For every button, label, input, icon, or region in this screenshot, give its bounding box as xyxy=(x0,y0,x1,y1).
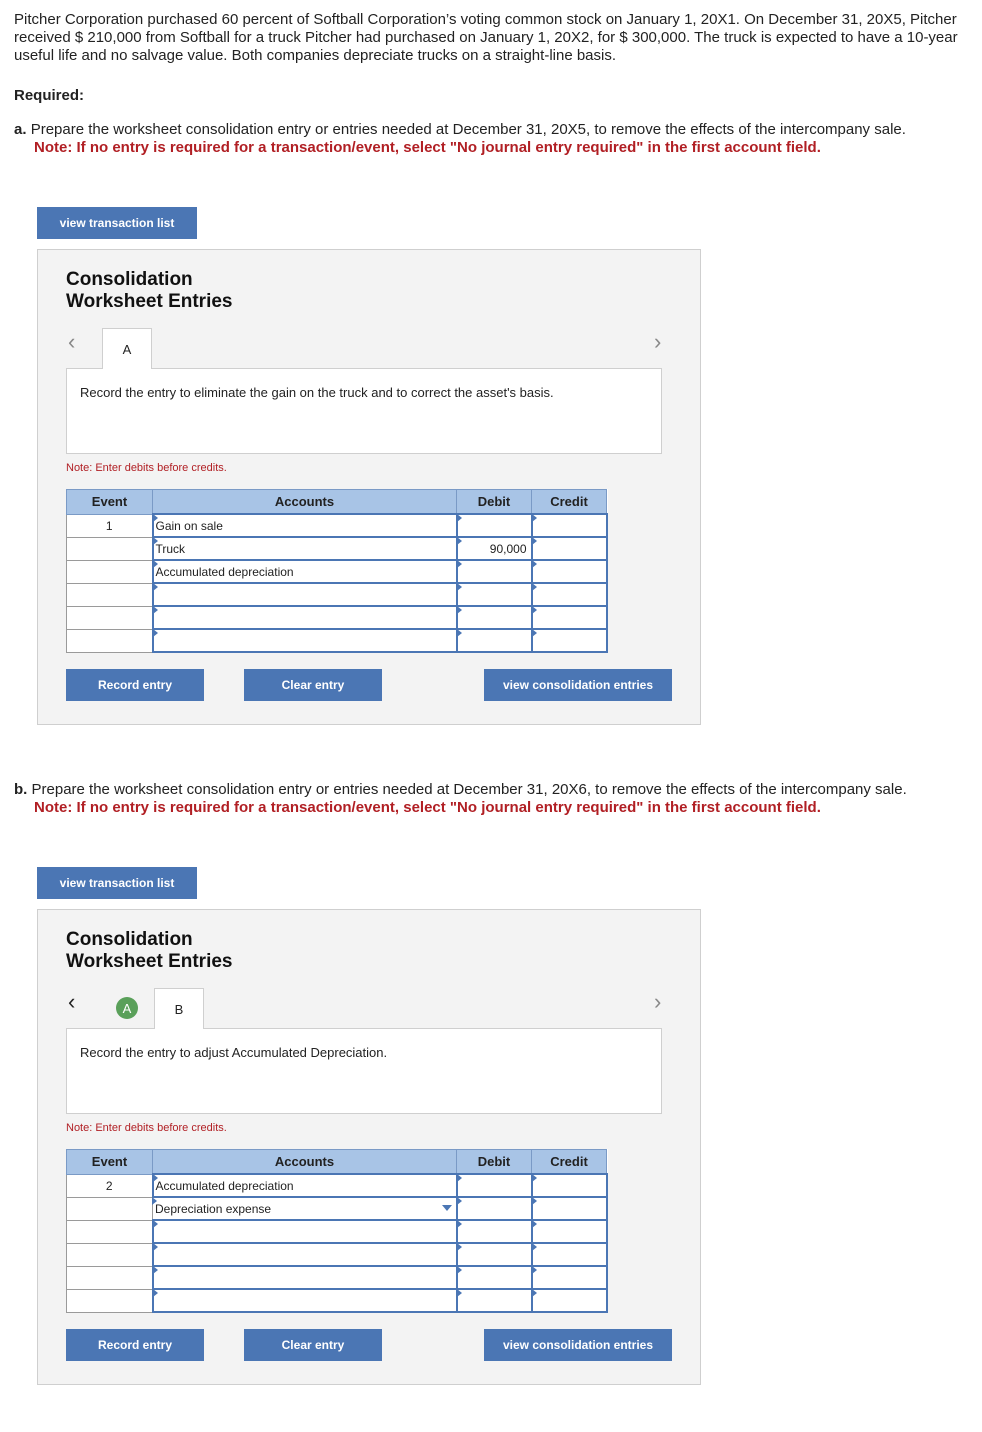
panel-title-line2-a: Worksheet Entries xyxy=(66,291,233,312)
event-cell xyxy=(67,583,153,606)
clear-entry-button-a[interactable]: Clear entry xyxy=(244,669,382,701)
caret-down-icon[interactable] xyxy=(442,1205,452,1211)
debit-field[interactable]: 90,000 xyxy=(457,537,532,560)
credit-field[interactable] xyxy=(532,606,607,629)
header-accounts: Accounts xyxy=(153,1150,457,1175)
part-b-note: Note: If no entry is required for a transaction/event, select "No journal entry required" in the first account field. xyxy=(34,799,821,816)
header-event: Event xyxy=(67,1150,153,1175)
panel-title-line2-b: Worksheet Entries xyxy=(66,951,233,972)
panel-title-a xyxy=(66,269,232,313)
debit-field[interactable] xyxy=(457,629,532,652)
credit-field[interactable] xyxy=(532,629,607,652)
debits-note-b: Note: Enter debits before credits. xyxy=(66,1122,227,1134)
debit-field[interactable] xyxy=(457,606,532,629)
credit-field[interactable] xyxy=(532,560,607,583)
tab-b[interactable]: B xyxy=(154,988,204,1029)
part-a-question-block xyxy=(14,121,944,157)
view-transaction-list-button-b[interactable]: view transaction list xyxy=(37,867,197,899)
tab-a[interactable]: A xyxy=(102,328,152,369)
part-b-label: b. xyxy=(14,781,28,798)
table-row xyxy=(67,583,607,606)
account-field[interactable] xyxy=(153,606,457,629)
event-cell: 2 xyxy=(67,1174,153,1197)
table-row xyxy=(67,1289,607,1312)
table-row xyxy=(67,606,607,629)
instruction-box-b: Record the entry to adjust Accumulated Depreciation. xyxy=(66,1028,662,1114)
table-row xyxy=(67,1197,607,1220)
event-cell xyxy=(67,560,153,583)
credit-field[interactable] xyxy=(532,1197,607,1220)
part-b-question: Prepare the worksheet consolidation entry or entries needed at December 31, 20X6, to remove the effects of the intercompany sale. xyxy=(31,781,907,798)
part-b-question-block xyxy=(14,781,944,817)
view-consolidation-entries-button-b[interactable]: view consolidation entries xyxy=(484,1329,672,1361)
header-event: Event xyxy=(67,490,153,515)
credit-field[interactable] xyxy=(532,1243,607,1266)
event-cell xyxy=(67,629,153,652)
chevron-left-icon[interactable]: ‹ xyxy=(68,329,76,354)
tab-a-completed[interactable]: A xyxy=(116,997,138,1019)
debit-field[interactable] xyxy=(457,583,532,606)
header-debit: Debit xyxy=(457,490,532,515)
part-a-question: Prepare the worksheet consolidation entry or entries needed at December 31, 20X5, to remove the effects of the intercompany sale. xyxy=(30,121,906,138)
event-cell xyxy=(67,606,153,629)
event-cell: 1 xyxy=(67,514,153,537)
table-row xyxy=(67,560,607,583)
header-credit: Credit xyxy=(532,1150,607,1175)
account-dropdown[interactable] xyxy=(153,1197,457,1220)
debit-field[interactable] xyxy=(457,1243,532,1266)
journal-table-a xyxy=(66,489,608,653)
debit-field[interactable] xyxy=(457,1220,532,1243)
event-cell xyxy=(67,1289,153,1312)
record-entry-button-a[interactable]: Record entry xyxy=(66,669,204,701)
table-row xyxy=(67,1266,607,1289)
consolidation-panel-a xyxy=(37,249,701,725)
debit-field[interactable] xyxy=(457,1174,532,1197)
table-row xyxy=(67,1243,607,1266)
debit-field[interactable] xyxy=(457,1266,532,1289)
panel-title-line1-a: Consolidation xyxy=(66,269,193,290)
header-debit: Debit xyxy=(457,1150,532,1175)
account-field[interactable] xyxy=(153,1243,457,1266)
credit-field[interactable] xyxy=(532,514,607,537)
event-cell xyxy=(67,1197,153,1220)
table-row xyxy=(67,1220,607,1243)
account-field[interactable] xyxy=(153,1266,457,1289)
chevron-right-icon[interactable]: › xyxy=(654,329,662,354)
panel-title-line1-b: Consolidation xyxy=(66,929,193,950)
account-field[interactable]: Gain on sale xyxy=(153,514,457,537)
chevron-right-icon[interactable]: › xyxy=(654,989,662,1014)
debit-field[interactable] xyxy=(457,1289,532,1312)
credit-field[interactable] xyxy=(532,583,607,606)
header-credit: Credit xyxy=(532,490,607,515)
credit-field[interactable] xyxy=(532,537,607,560)
view-consolidation-entries-button-a[interactable]: view consolidation entries xyxy=(484,669,672,701)
journal-table-b xyxy=(66,1149,608,1313)
debit-field[interactable] xyxy=(457,514,532,537)
event-cell xyxy=(67,1220,153,1243)
account-field[interactable]: Accumulated depreciation xyxy=(153,1174,457,1197)
table-row xyxy=(67,629,607,652)
instruction-box-a: Record the entry to eliminate the gain on the truck and to correct the asset's basis. xyxy=(66,368,662,454)
table-row xyxy=(67,514,607,537)
table-row xyxy=(67,1174,607,1197)
part-a-note: Note: If no entry is required for a transaction/event, select "No journal entry required" in the first account field. xyxy=(34,139,821,156)
credit-field[interactable] xyxy=(532,1266,607,1289)
required-heading: Required: xyxy=(14,87,85,104)
panel-title-b xyxy=(66,929,232,973)
header-accounts: Accounts xyxy=(153,490,457,515)
account-field[interactable] xyxy=(153,629,457,652)
account-field[interactable]: Truck xyxy=(153,537,457,560)
problem-statement: Pitcher Corporation purchased 60 percent of Softball Corporation’s voting common stock on January 1, 20X1. On December 31, 20X5, Pitcher received $ 210,000 from Softball for a truck Pitcher had purchased on January 1, 20X2, for $ 300,000. The truck is expected to have a 10-year useful life and no salvage value. Both companies depreciate trucks on a straight-line basis. xyxy=(14,11,958,64)
debits-note-a: Note: Enter debits before credits. xyxy=(66,462,227,474)
event-cell xyxy=(67,1243,153,1266)
account-field[interactable] xyxy=(153,1220,457,1243)
account-field[interactable]: Accumulated depreciation xyxy=(153,560,457,583)
table-row xyxy=(67,537,607,560)
clear-entry-button-b[interactable]: Clear entry xyxy=(244,1329,382,1361)
record-entry-button-b[interactable]: Record entry xyxy=(66,1329,204,1361)
chevron-left-icon[interactable]: ‹ xyxy=(68,989,76,1014)
credit-field[interactable] xyxy=(532,1174,607,1197)
consolidation-panel-b xyxy=(37,909,701,1385)
debit-field[interactable] xyxy=(457,1197,532,1220)
event-cell xyxy=(67,1266,153,1289)
view-transaction-list-button-a[interactable]: view transaction list xyxy=(37,207,197,239)
credit-field[interactable] xyxy=(532,1220,607,1243)
part-a-label: a. xyxy=(14,121,27,138)
account-field[interactable] xyxy=(153,583,457,606)
debit-field[interactable] xyxy=(457,560,532,583)
account-field[interactable] xyxy=(153,1289,457,1312)
account-dropdown-value: Depreciation expense xyxy=(155,1201,272,1216)
event-cell xyxy=(67,537,153,560)
credit-field[interactable] xyxy=(532,1289,607,1312)
